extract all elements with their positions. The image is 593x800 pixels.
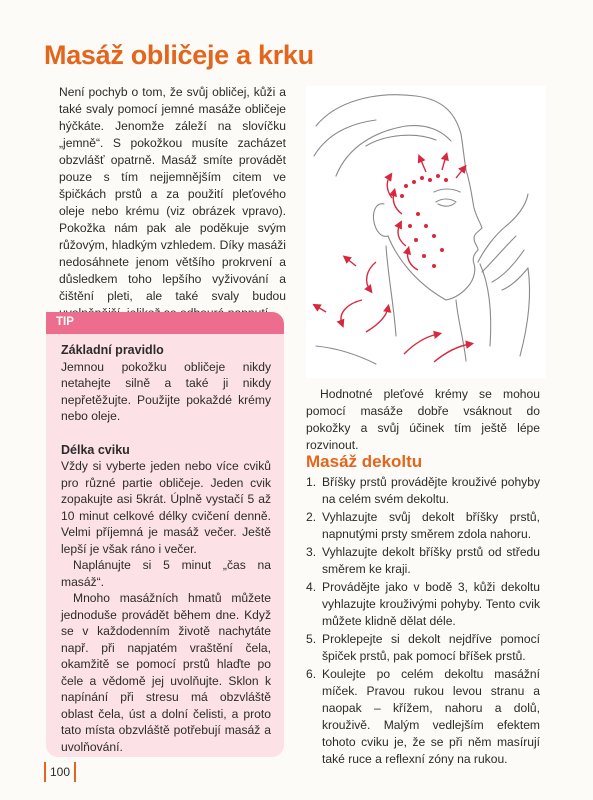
- tip-heading-basic-rule: Základní pravidlo: [61, 343, 164, 357]
- step-text: Vyhlazujte svůj dekolt bříšky prstů, napnutými prsty směrem zdola nahoru.: [322, 510, 540, 541]
- face-illustration-svg: [306, 86, 546, 378]
- tip-daily-text: Mnoho masážních hmatů můžete jednoduše provádět během dne. Když se v každodenním životě nachytáte např. při napjatém vraštění čela, okamžitě se pomocí prstů hlaďte po čele a vědomě jej uvolňujte. Sklon k napínání při stresu má obzvláště oblast čela, úst a dolní čelisti, a proto tato místa obzvláště potřebují masáž a uvolňování.: [61, 591, 271, 754]
- step-number: 5.: [306, 632, 317, 646]
- step-text: Koulejte po celém dekoltu masážní míček. Pravou rukou levou stranu a naopak – křížem, nahoru a dolů, krouživě. Malým vedlejším efektem tohoto cviku je, že se při něm masírují také ruce a reflexní zóny na rukou.: [322, 667, 540, 766]
- list-item: [306, 544, 540, 578]
- tip-heading-duration: Délka cviku: [61, 442, 130, 457]
- step-text: Proklepejte si dekolt nejdříve pomocí špiček prstů, pak pomocí bříšek prstů.: [322, 632, 540, 663]
- section-heading-decollete: Masáž dekoltu: [306, 452, 423, 471]
- tip-label: TIP: [56, 316, 74, 328]
- list-item: [306, 579, 540, 630]
- list-item: [306, 631, 540, 665]
- step-number: 4.: [306, 580, 317, 594]
- tip-plan-text: Naplánujte si 5 minut „čas na masáž“.: [61, 558, 271, 589]
- tip-duration-text: Vždy si vyberte jeden nebo více cviků pro různé partie obličeje. Jeden cvik zopakujte asi 5krát. Úplně vystačí 5 až 10 minut celkové délky cvičení denně. Velmi příjemná je masáž večer. Ještě lepší je však ráno i večer.: [61, 459, 271, 556]
- tip-header-bar: [46, 312, 284, 334]
- list-item: [306, 509, 540, 543]
- list-item: [306, 474, 540, 508]
- tip-basic-rule-text: Jemnou pokožku obličeje nikdy netahejte silně a také ji nikdy nepřetěžujte. Použijte pokaždé krémy nebo oleje.: [61, 359, 271, 423]
- step-number: 1.: [306, 475, 317, 489]
- tip-content: [61, 342, 271, 755]
- illustration-caption: Hodnotné pleťové krémy se mohou pomocí masáže dobře vsáknout do pokožky a svůj účinek tím ještě lépe rozvinout.: [306, 387, 540, 452]
- step-number: 3.: [306, 545, 317, 559]
- intro-paragraph: Není pochyb o tom, že svůj obličej, kůži a také svaly pomocí jemné masáže obličeje hýčkáte. Jenomže záleží na slovíčku „jemně“. S pokožkou musíte zacházet obzvlášť opatrně. Masáž smíte provádět pouze s tím nejjemnějším citem ve špičkách prstů a za použití pleťového oleje nebo krému (viz obrázek vpravo). Pokožka nám pak ale poděkuje svým růžovým, hladkým vzhledem. Díky masáži nedosáhnete jenom většího prokrvení a důsledkem toho lepšího vyživování a čištění pleti, ale také svaly budou: [59, 85, 286, 303]
- step-text: Bříšky prstů provádějte krouživé pohyby na celém svém dekoltu.: [322, 475, 540, 506]
- step-number: 2.: [306, 510, 317, 524]
- page-title: Masáž obličeje a krku: [44, 40, 314, 70]
- page-number: 100: [44, 762, 76, 782]
- step-number: 6.: [306, 667, 317, 681]
- face-massage-illustration: [306, 86, 546, 378]
- list-item: [306, 666, 540, 768]
- decollete-steps-list: [306, 474, 540, 769]
- step-text: Provádějte jako v bodě 3, kůži dekoltu vyhlazujte krouživými pohyby. Tento cvik můžete klidně dělat déle.: [322, 580, 540, 628]
- step-text: Vyhlazujte dekolt bříšky prstů od středu směrem ke kraji.: [322, 545, 540, 576]
